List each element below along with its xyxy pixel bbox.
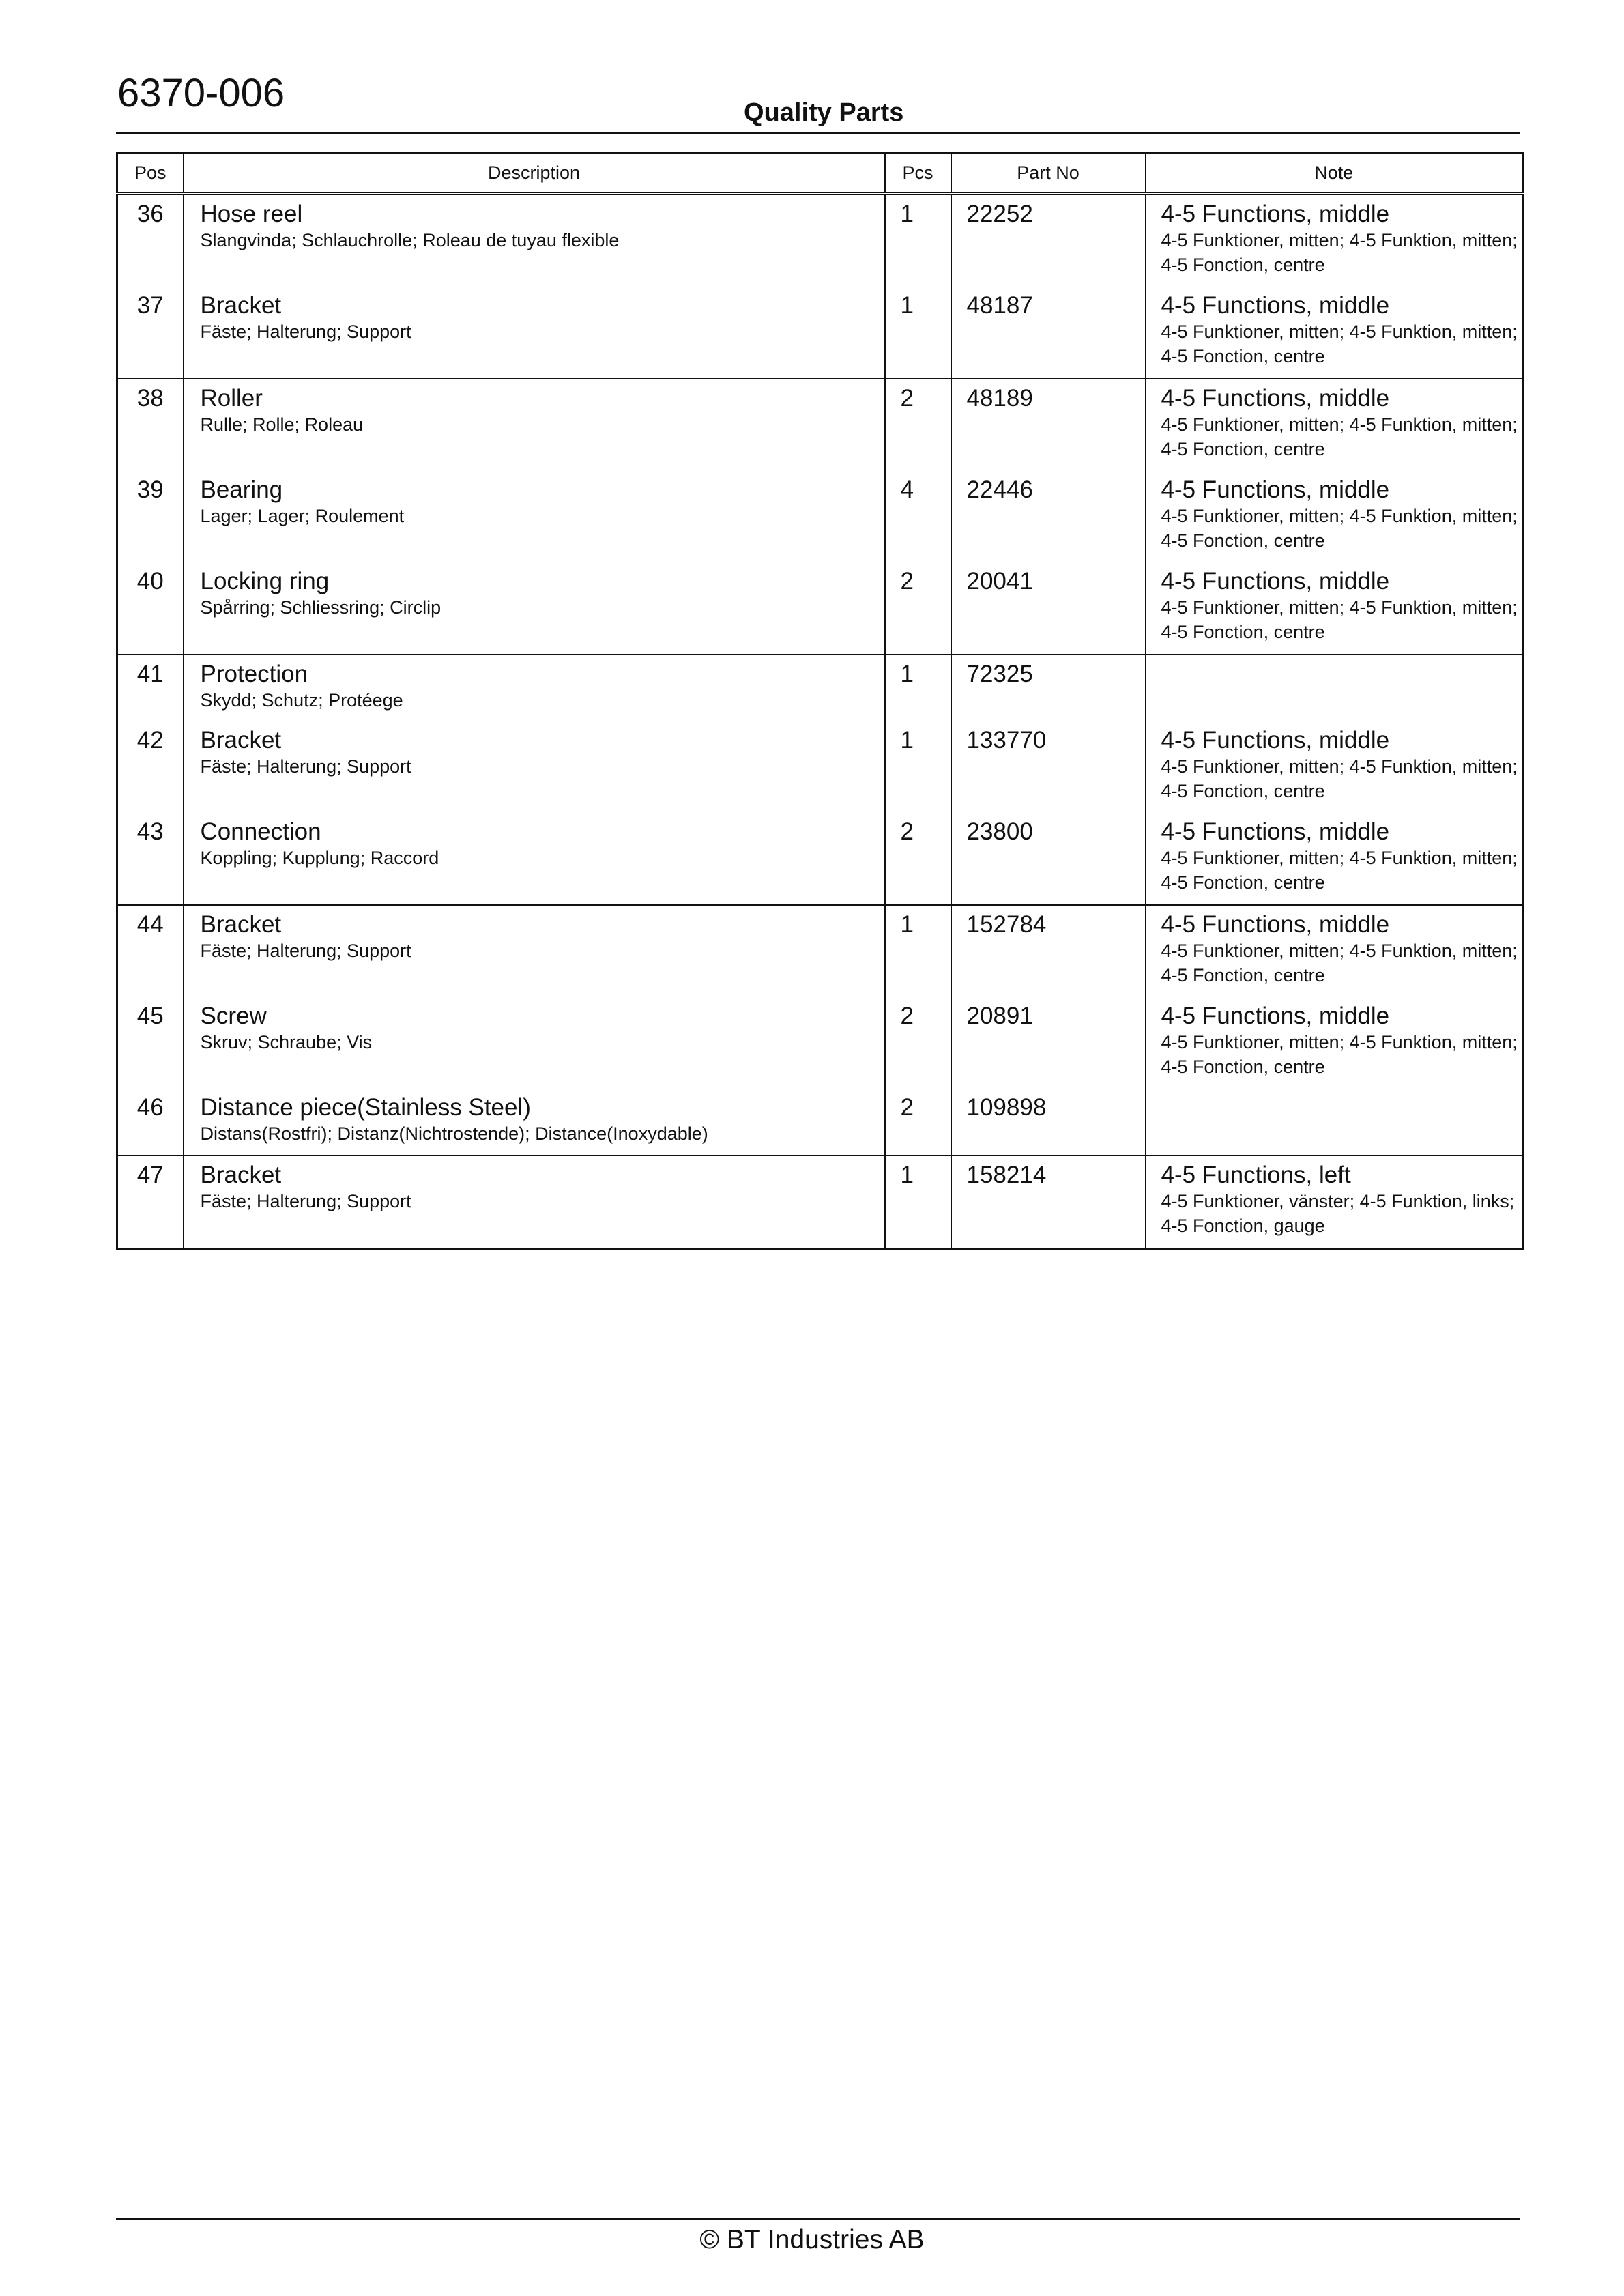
pos-cell: 42 [117,721,184,813]
table-row [117,379,1523,471]
part-no-cell: 20891 [951,997,1146,1089]
table-row [117,655,1523,721]
pcs-cell: 2 [885,1089,951,1156]
column-header-pcs: Pcs [885,153,951,194]
note-cell [1146,721,1523,813]
part-translations: Skruv; Schraube; Vis [200,1032,373,1052]
table-row [117,721,1523,813]
pos-cell: 46 [117,1089,184,1156]
table-row [117,813,1523,905]
note-cell [1146,379,1523,471]
pos-cell: 44 [117,905,184,997]
note-cell [1146,1156,1523,1249]
note-text: 4-5 Functions, middle [1161,292,1390,319]
part-translations: Koppling; Kupplung; Raccord [200,848,439,868]
description-cell [184,721,885,813]
part-no-cell: 22252 [951,194,1146,287]
note-translations: 4-5 Funktioner, mitten; 4-5 Funktion, mitten; 4-5 Fonction, centre [1161,230,1518,275]
note-cell [1146,905,1523,997]
note-translations: 4-5 Funktioner, mitten; 4-5 Funktion, mitten; 4-5 Fonction, centre [1161,597,1518,642]
pcs-cell: 1 [885,194,951,287]
column-header-description: Description [184,153,885,194]
part-translations: Distans(Rostfri); Distanz(Nichtrostende); Distance(Inoxydable) [200,1123,708,1144]
note-translations: 4-5 Funktioner, mitten; 4-5 Funktion, mitten; 4-5 Fonction, centre [1161,848,1518,893]
part-name: Locking ring [200,568,330,594]
pcs-cell: 2 [885,379,951,471]
description-cell [184,997,885,1089]
pos-cell: 37 [117,287,184,379]
note-cell [1146,1089,1523,1156]
part-name: Hose reel [200,201,303,227]
description-cell [184,379,885,471]
pos-cell: 47 [117,1156,184,1249]
part-no-cell: 48189 [951,379,1146,471]
note-cell [1146,562,1523,655]
part-translations: Fäste; Halterung; Support [200,941,411,961]
part-translations: Fäste; Halterung; Support [200,321,411,342]
pos-cell: 40 [117,562,184,655]
part-name: Bracket [200,911,282,938]
table-row [117,1156,1523,1249]
part-translations: Spårring; Schliessring; Circlip [200,597,441,618]
part-name: Bracket [200,292,282,319]
table-row [117,562,1523,655]
part-name: Bracket [200,1162,282,1188]
table-row [117,997,1523,1089]
page-title: Quality Parts [744,98,904,127]
table-row [117,1089,1523,1156]
column-header-note: Note [1146,153,1523,194]
part-name: Screw [200,1003,267,1029]
part-name: Roller [200,385,263,412]
part-translations: Slangvinda; Schlauchrolle; Roleau de tuyau flexible [200,230,620,250]
copyright-notice: © BT Industries AB [699,2225,925,2254]
pos-cell: 43 [117,813,184,905]
part-name: Bracket [200,727,282,754]
part-name: Bearing [200,476,283,503]
note-cell [1146,655,1523,721]
table-row [117,287,1523,379]
pcs-cell: 1 [885,721,951,813]
pcs-cell: 1 [885,655,951,721]
note-translations: 4-5 Funktioner, vänster; 4-5 Funktion, links; 4-5 Fonction, gauge [1161,1191,1515,1236]
part-translations: Lager; Lager; Roulement [200,506,405,526]
part-name: Distance piece(Stainless Steel) [200,1094,531,1121]
part-no-cell: 133770 [951,721,1146,813]
table-row [117,471,1523,562]
pos-cell: 38 [117,379,184,471]
pcs-cell: 2 [885,562,951,655]
note-translations: 4-5 Funktioner, mitten; 4-5 Funktion, mitten; 4-5 Fonction, centre [1161,321,1518,367]
column-header-part-no: Part No [951,153,1146,194]
note-translations: 4-5 Funktioner, mitten; 4-5 Funktion, mitten; 4-5 Fonction, centre [1161,941,1518,986]
note-translations: 4-5 Funktioner, mitten; 4-5 Funktion, mitten; 4-5 Fonction, centre [1161,414,1518,459]
description-cell [184,905,885,997]
note-text: 4-5 Functions, middle [1161,911,1390,938]
description-cell [184,194,885,287]
document-number: 6370-006 [117,71,285,115]
note-text: 4-5 Functions, middle [1161,568,1390,594]
pcs-cell: 1 [885,287,951,379]
description-cell [184,1089,885,1156]
part-no-cell: 23800 [951,813,1146,905]
part-no-cell: 22446 [951,471,1146,562]
note-cell [1146,997,1523,1089]
part-translations: Fäste; Halterung; Support [200,1191,411,1211]
table-header-row [117,153,1523,194]
footer-divider [116,2218,1520,2220]
pcs-cell: 2 [885,997,951,1089]
header-divider [116,132,1520,134]
pcs-cell: 2 [885,813,951,905]
pos-cell: 39 [117,471,184,562]
note-text: 4-5 Functions, middle [1161,201,1390,227]
note-text: 4-5 Functions, left [1161,1162,1351,1188]
note-text: 4-5 Functions, middle [1161,727,1390,754]
note-text: 4-5 Functions, middle [1161,818,1390,845]
note-text: 4-5 Functions, middle [1161,385,1390,412]
part-no-cell: 109898 [951,1089,1146,1156]
description-cell [184,471,885,562]
part-translations: Fäste; Halterung; Support [200,756,411,777]
description-cell [184,287,885,379]
description-cell [184,813,885,905]
part-no-cell: 158214 [951,1156,1146,1249]
part-no-cell: 20041 [951,562,1146,655]
pcs-cell: 4 [885,471,951,562]
note-text: 4-5 Functions, middle [1161,1003,1390,1029]
note-cell [1146,287,1523,379]
note-cell [1146,813,1523,905]
table-row [117,194,1523,287]
note-cell [1146,194,1523,287]
pos-cell: 45 [117,997,184,1089]
part-translations: Skydd; Schutz; Protéege [200,690,403,711]
part-no-cell: 48187 [951,287,1146,379]
pos-cell: 36 [117,194,184,287]
description-cell [184,1156,885,1249]
pcs-cell: 1 [885,905,951,997]
note-translations: 4-5 Funktioner, mitten; 4-5 Funktion, mitten; 4-5 Fonction, centre [1161,756,1518,801]
description-cell [184,562,885,655]
table-row [117,905,1523,997]
part-no-cell: 72325 [951,655,1146,721]
note-text: 4-5 Functions, middle [1161,476,1390,503]
pos-cell: 41 [117,655,184,721]
pcs-cell: 1 [885,1156,951,1249]
column-header-pos: Pos [117,153,184,194]
description-cell [184,655,885,721]
note-translations: 4-5 Funktioner, mitten; 4-5 Funktion, mitten; 4-5 Fonction, centre [1161,1032,1518,1077]
parts-table [116,152,1524,1250]
part-name: Connection [200,818,321,845]
part-no-cell: 152784 [951,905,1146,997]
note-cell [1146,471,1523,562]
part-name: Protection [200,661,308,687]
part-translations: Rulle; Rolle; Roleau [200,414,364,435]
note-translations: 4-5 Funktioner, mitten; 4-5 Funktion, mitten; 4-5 Fonction, centre [1161,506,1518,551]
